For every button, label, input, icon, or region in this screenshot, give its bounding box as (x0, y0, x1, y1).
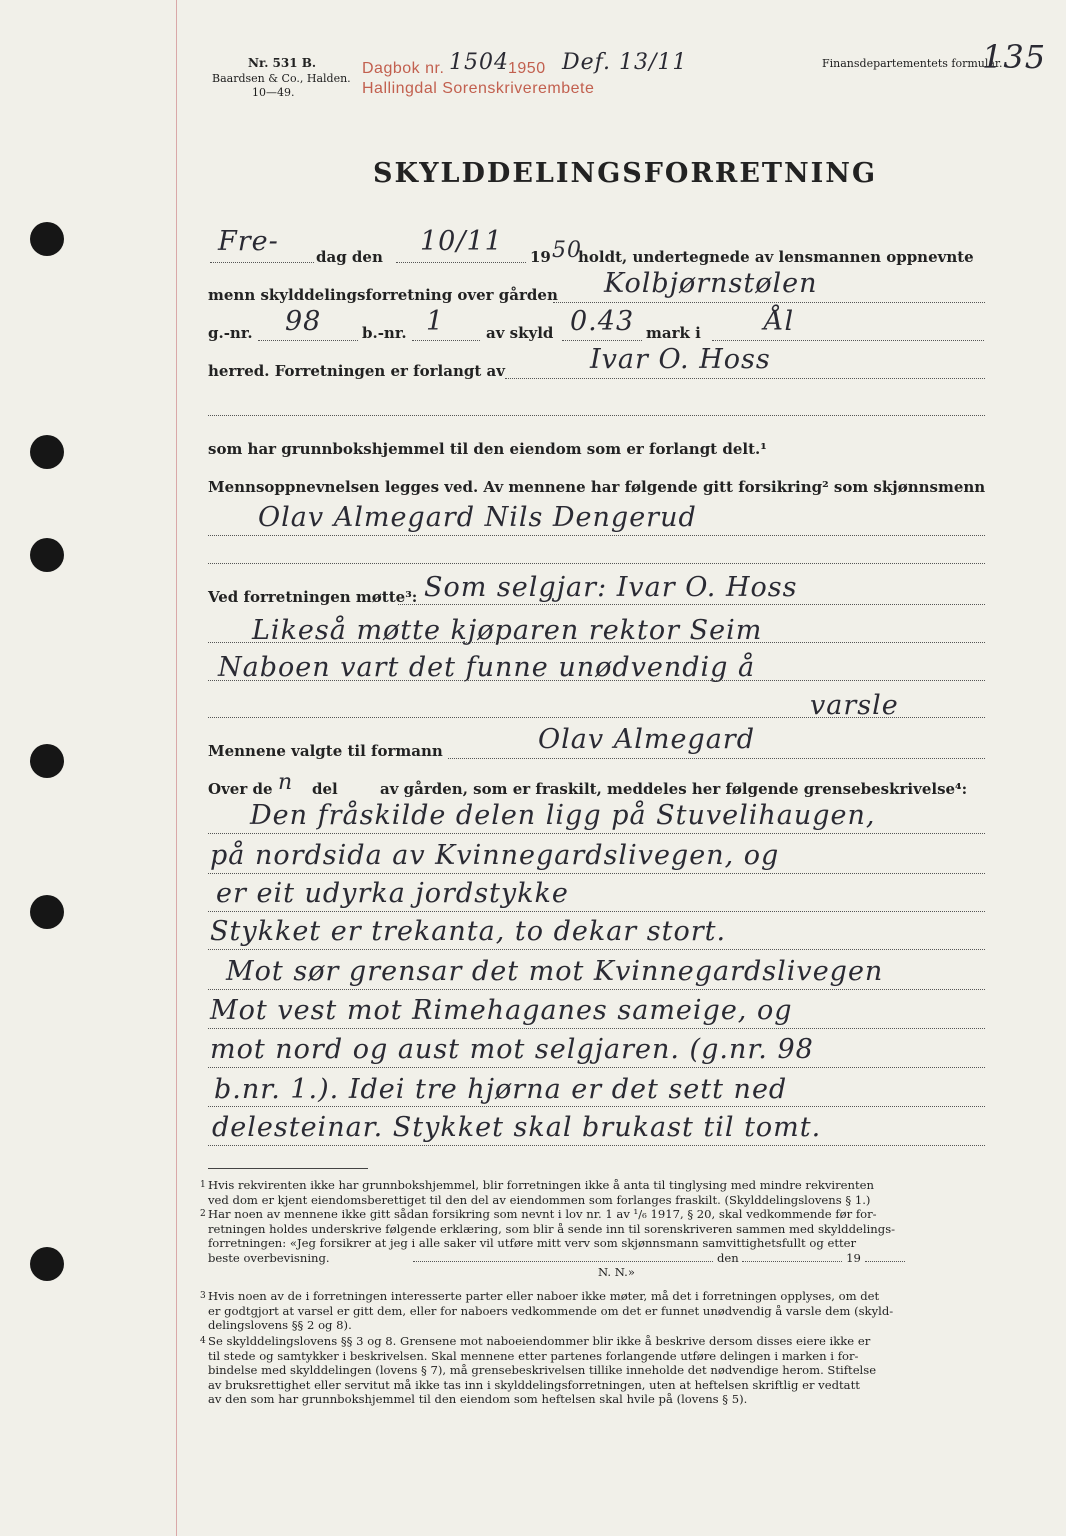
ved-hand-line4: varsle (810, 690, 899, 721)
footnote-number: 2 (200, 1209, 206, 1219)
desc-line: mot nord og aust mot selgjaren. (g.nr. 98 (210, 1034, 814, 1065)
ved-text: Ved forretningen møtte³: (208, 588, 418, 606)
desc-line: Den fråskilde delen ligg på Stuvelihaugen, (250, 800, 876, 831)
journal-stamp-label: Dagbok nr. (362, 60, 445, 77)
dotted-line (208, 415, 985, 416)
footnote-19: 19 (846, 1250, 861, 1265)
skyld-handwritten: 0.43 (570, 306, 635, 337)
requester-handwritten: Ivar O. Hoss (590, 344, 771, 375)
gnr-label: g.-nr. (208, 324, 253, 342)
desc-line: Stykket er trekanta, to dekar stort. (210, 916, 727, 947)
footnote-4 (200, 1334, 988, 1407)
footnote-line: er godtgjort at varsel er gitt dem, eller for naboers vedkommende om det er funnet unødvendig å varsle dem (skyld- (208, 1303, 894, 1318)
herred-handwritten: Ål (764, 306, 795, 337)
dotted-line (208, 1106, 985, 1107)
dotted-line (413, 1261, 713, 1262)
over-text-c: av gården, som er fraskilt, meddeles her følgende grensebeskrivelse⁴: (380, 780, 968, 798)
dotted-line (553, 302, 985, 303)
footnote-line (208, 1251, 988, 1266)
skyld-label: av skyld (486, 324, 554, 342)
footnote-line: bindelse med skylddelingen (lovens § 7), må grensebeskrivelsen tillike inneholde det nødvendige herom. Stiftelse (208, 1363, 877, 1378)
footnote-nn: N. N.» (598, 1265, 635, 1280)
dotted-line (208, 535, 985, 536)
punch-hole (30, 744, 64, 778)
journal-year: 1950 (508, 60, 546, 77)
desc-line: Mot vest mot Rimehaganes sameige, og (210, 995, 793, 1026)
footnote-text: beste overbevisning. (208, 1250, 330, 1265)
ved-hand-line1: Som selgjar: Ivar O. Hoss (424, 572, 798, 603)
dotted-line (448, 758, 985, 759)
dotted-line (398, 604, 985, 605)
dotted-line (208, 1028, 985, 1029)
dotted-line (208, 911, 985, 912)
ministry-label: Finansdepartementets formular. (822, 57, 1003, 70)
court-stamp: Hallingdal Sorenskriverembete (362, 80, 595, 97)
grunnbok-text: som har grunnbokshjemmel til den eiendom som er forlangt delt.¹ (208, 440, 767, 458)
gnr-handwritten: 98 (285, 306, 322, 337)
dotted-line (258, 340, 358, 341)
year-handwritten: 50 (552, 238, 582, 263)
dotted-line (742, 1261, 842, 1262)
footnote-line: Har noen av mennene ikke gitt sådan forsikring som nevnt i lov nr. 1 av ¹/₆ 1917, § 20, skal vedkommende før for- (208, 1207, 877, 1221)
footnote-line: Hvis noen av de i forretningen interesserte parter eller naboer ikke møter, må det i forretningen opplyses, om det (208, 1289, 880, 1303)
formann-text: Mennene valgte til formann (208, 742, 443, 760)
menn-text: menn skylddelingsforretning over gården (208, 286, 558, 304)
date-handwritten: 10/11 (420, 226, 503, 257)
punch-hole (30, 222, 64, 256)
footnote-line: retningen holdes underskrive følgende erklæring, som blir å sende inn til sorenskriveren sammen med skylddelings- (208, 1221, 896, 1236)
footnote-number: 4 (200, 1336, 206, 1346)
dotted-line (865, 1261, 905, 1262)
desc-line: Mot sør grensar det mot Kvinnegardslivegen (226, 956, 884, 987)
punch-hole (30, 538, 64, 572)
dotted-line (208, 989, 985, 990)
journal-number: 1504 (449, 50, 509, 75)
over-handwritten: n (278, 770, 294, 795)
dotted-line (208, 563, 985, 564)
formann-handwritten: Olav Almegard (538, 724, 755, 755)
dotted-line (208, 949, 985, 950)
dotted-line (562, 340, 642, 341)
footnote-1 (200, 1178, 988, 1207)
men-handwritten: Olav Almegard Nils Dengerud (258, 502, 697, 533)
footnote-number: 3 (200, 1291, 206, 1301)
punch-hole (30, 1247, 64, 1281)
ved-hand-line3: Naboen vart det funne unødvendig å (218, 652, 756, 683)
dotted-line (208, 680, 985, 681)
bnr-label: b.-nr. (362, 324, 407, 342)
dotted-line (210, 262, 314, 263)
punch-hole (30, 895, 64, 929)
bnr-handwritten: 1 (426, 306, 445, 337)
desc-line: b.nr. 1.). Idei tre hjørna er det sett ned (214, 1074, 788, 1105)
footnote-line: delingslovens §§ 2 og 8). (208, 1318, 352, 1333)
weekday-handwritten: Fre- (218, 226, 279, 257)
mennsopp-text: Mennsoppnevnelsen legges ved. Av mennene har følgende gitt forsikring² som skjønnsmenn (208, 478, 986, 496)
document-title: SKYLDDELINGSFORRETNING (373, 158, 878, 189)
dotted-line (208, 1067, 985, 1068)
footnote-number: 1 (200, 1180, 206, 1190)
dag-den-label: dag den (316, 248, 383, 266)
footnote-line: til stede og samtykker i beskrivelsen. Skal mennene etter partenes forlangende utføre delingen i marken i for- (208, 1348, 859, 1363)
dotted-line (505, 378, 985, 379)
dotted-line (208, 1145, 985, 1146)
ved-hand-line2: Likeså møtte kjøparen rektor Seim (252, 615, 763, 646)
over-text-a: Over de (208, 780, 273, 798)
page-number: 135 (982, 38, 1047, 76)
dotted-line (208, 833, 985, 834)
footnote-line: av bruksrettighet eller servitut må ikke tas inn i skylddelingsforretningen, uten at heftelsen skriftlig er vedtatt (208, 1377, 860, 1392)
print-date: 10—49. (252, 86, 295, 99)
dotted-line (412, 340, 480, 341)
footnote-3 (200, 1289, 988, 1333)
desc-line: er eit udyrka jordstykke (216, 878, 569, 909)
journal-note: Def. 13/11 (562, 50, 688, 75)
desc-line: delesteinar. Stykket skal brukast til tomt. (212, 1112, 822, 1143)
footnote-line: Se skylddelingslovens §§ 3 og 8. Grensene mot naboeiendommer blir ikke å beskrive dersom disses eiere ikke er (208, 1334, 871, 1348)
footnote-den: den (717, 1250, 739, 1265)
printer-name: Baardsen & Co., Halden. (212, 72, 351, 85)
dotted-line (712, 340, 984, 341)
desc-line: på nordsida av Kvinnegardslivegen, og (210, 840, 780, 871)
farm-handwritten: Kolbjørnstølen (604, 268, 818, 299)
dotted-line (208, 717, 985, 718)
punch-hole (30, 435, 64, 469)
footnote-line: Hvis rekvirenten ikke har grunnbokshjemmel, blir forretningen ikke å anta til tinglysing med mindre rekvirenten (208, 1178, 874, 1192)
dotted-line (208, 642, 985, 643)
dotted-line (208, 873, 985, 874)
dotted-line (396, 262, 526, 263)
herred-text: herred. Forretningen er forlangt av (208, 362, 505, 380)
footnote-line: av den som har grunnbokshjemmel til den eiendom som heftelsen skal hvile på (lovens § 5). (208, 1392, 748, 1407)
footnote-2 (200, 1207, 988, 1280)
margin-rule (176, 0, 177, 1536)
footnote-line: ved dom er kjent eiendomsberettiget til den del av eiendommen som forlanges fraskilt. (Skylddelingslovens § 1.) (208, 1192, 871, 1207)
footnote-line: forretningen: «Jeg forsikrer at jeg i alle saker vil utføre mitt verv som skjønnsmann samvittighetsfullt og etter (208, 1236, 857, 1251)
mark-label: mark i (646, 324, 701, 342)
form-number: Nr. 531 B. (248, 56, 317, 70)
year-prefix: 19 (530, 248, 551, 266)
holdt-text: holdt, undertegnede av lensmannen oppnevnte (578, 248, 974, 266)
over-text-b: del (312, 780, 338, 798)
footnote-rule (208, 1168, 368, 1169)
